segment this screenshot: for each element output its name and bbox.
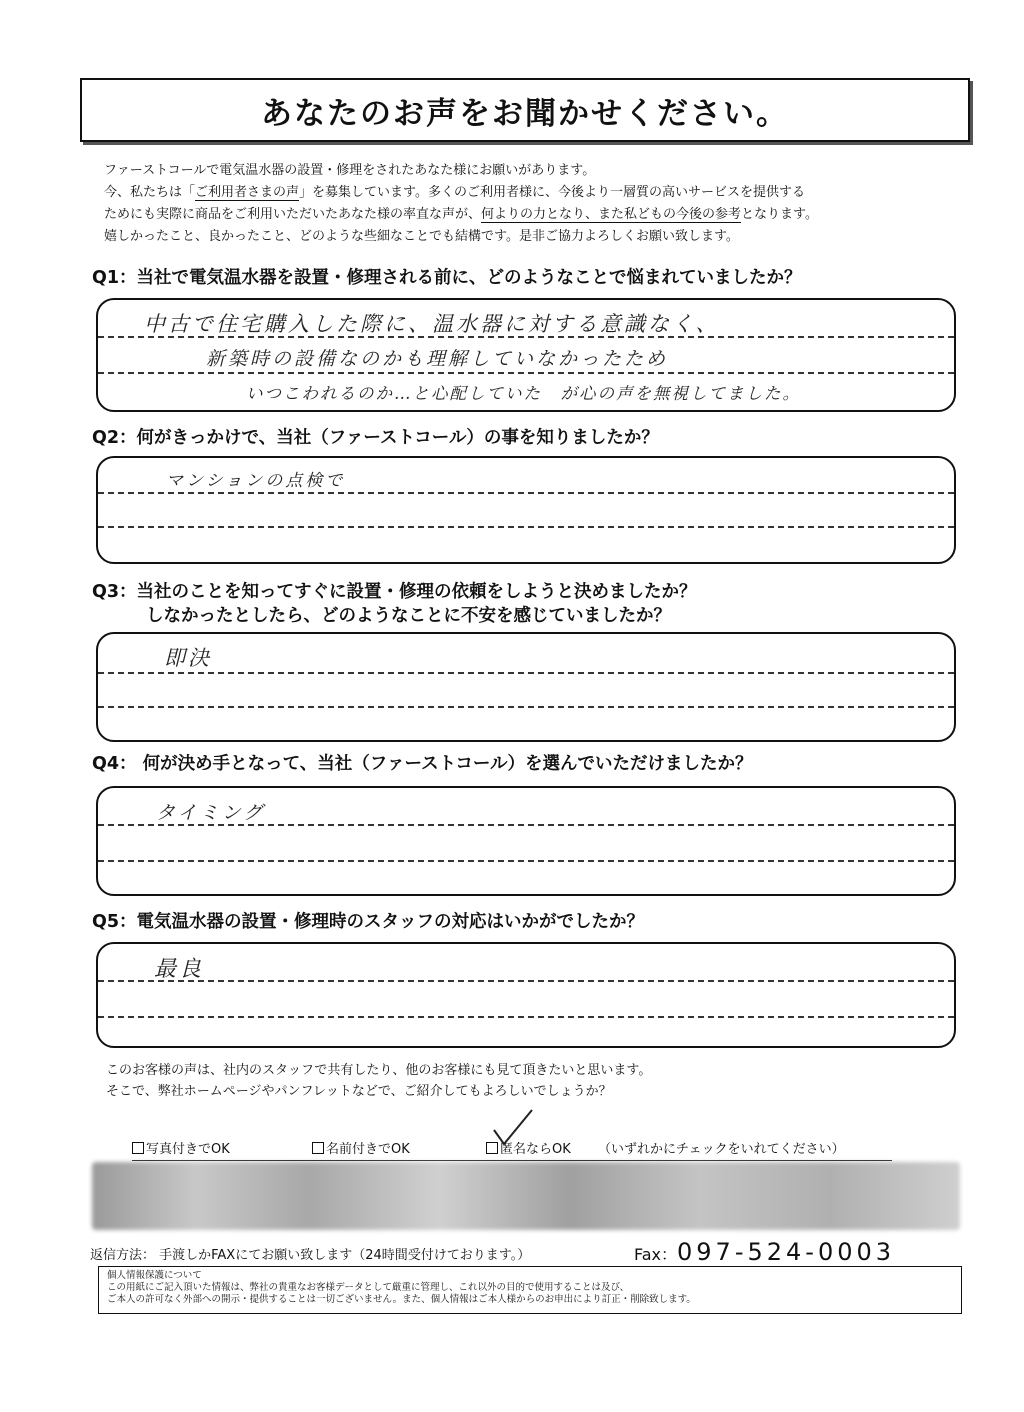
- question-2: Q2：何がきっかけで、当社（ファーストコール）の事を知りましたか？: [92, 428, 659, 448]
- answer-3-line-1: 即決: [164, 646, 212, 670]
- fax-info: [634, 1238, 895, 1266]
- redacted-customer-info: [92, 1162, 960, 1230]
- intro-underline-2: 何よりの力となり、また私どもの今後の参考: [481, 207, 742, 222]
- option-photo-label: 写真付きでOK: [146, 1142, 230, 1157]
- option-photo[interactable]: [132, 1138, 230, 1157]
- answer-box-5[interactable]: [96, 942, 956, 1048]
- question-4: Q4： 何が決め手となって、当社（ファーストコール）を選んでいただけましたか？: [92, 754, 753, 774]
- checkbox-icon[interactable]: [312, 1142, 324, 1154]
- share-note-line-2: そこで、弊社ホームページやパンフレットなどで、ご紹介してもよろしいでしょうか？: [106, 1084, 612, 1099]
- option-name[interactable]: [312, 1138, 410, 1157]
- question-3-line-2: しなかったとしたら、どのようなことに不安を感じていましたか？: [146, 606, 671, 626]
- intro-line-2a: 今、私たちは「: [104, 185, 196, 200]
- answer-box-2[interactable]: [96, 456, 956, 564]
- answer-2-line-1: マンションの点検で: [166, 471, 346, 491]
- answer-box-1[interactable]: [96, 298, 956, 412]
- question-5: Q5：電気温水器の設置・修理時のスタッフの対応はいかがでしたか？: [92, 912, 645, 932]
- share-note-line-1: このお客様の声は、社内のスタッフで共有したり、他のお客様にも見て頂きたいと思います。: [106, 1063, 652, 1078]
- answer-1-line-2: 新築時の設備なのかも理解していなかったため: [206, 348, 669, 370]
- answer-line: [98, 706, 954, 708]
- intro-line-1: ファーストコールで電気温水器の設置・修理をされたあなた様にお願いがあります。: [104, 163, 596, 178]
- title-box: [80, 78, 970, 142]
- page-title: あなたのお声をお聞かせください。: [261, 95, 789, 132]
- options-hint: （いずれかにチェックをいれてください）: [598, 1142, 845, 1157]
- answer-line: [98, 672, 954, 674]
- answer-line: [98, 1016, 954, 1018]
- fax-number: 097-524-0003: [677, 1238, 896, 1266]
- answer-line: [98, 860, 954, 862]
- privacy-line-1: この用紙にご記入頂いた情報は、弊社の貴重なお客様データとして厳重に管理し、これ以外の目的で使用することは及び、: [107, 1282, 630, 1293]
- answer-4-line-1: タイミング: [156, 802, 266, 824]
- answer-line: [98, 980, 954, 982]
- privacy-title: 個人情報保護について: [107, 1270, 202, 1281]
- intro-text: [104, 160, 964, 248]
- question-1: Q1：当社で電気温水器を設置・修理される前に、どのようなことで悩まれていましたか？: [92, 268, 802, 288]
- answer-1-line-3: いつこわれるのか…と心配していた が心の声を無視してました。: [246, 384, 801, 403]
- checkbox-icon[interactable]: [132, 1142, 144, 1154]
- option-anonymous[interactable]: [486, 1138, 571, 1157]
- option-anonymous-label: 匿名ならOK: [500, 1142, 571, 1157]
- intro-line-2: [104, 182, 964, 204]
- answer-5-line-1: 最良: [154, 957, 205, 982]
- checkbox-icon[interactable]: [486, 1142, 498, 1154]
- reply-method-text: 返信方法： 手渡しかFAXにてお願い致します（24時間受付けております。）: [90, 1248, 531, 1263]
- privacy-line-2: ご本人の許可なく外部への開示・提供することは一切ございません。また、個人情報はご本人様からのお申出により訂正・削除致します。: [107, 1294, 696, 1305]
- intro-underline-1: ご利用者さまの声: [195, 185, 300, 200]
- intro-line-3b: となります。: [741, 207, 818, 222]
- answer-line: [98, 492, 954, 494]
- reply-method: [90, 1238, 950, 1266]
- permission-options: [132, 1138, 892, 1161]
- intro-line-3a: ためにも実際に商品をご利用いただいたあなた様の率直な声が、: [104, 207, 482, 222]
- intro-line-3: [104, 204, 964, 226]
- fax-label: Fax：: [634, 1245, 678, 1264]
- privacy-notice: [98, 1266, 962, 1314]
- answer-line: [98, 526, 954, 528]
- intro-line-2b: 」を募集しています。多くのご利用者様に、今後より一層質の高いサービスを提供する: [299, 185, 805, 200]
- answer-box-3[interactable]: [96, 632, 956, 742]
- answer-1-line-1: 中古で住宅購入した際に、温水器に対する意識なく、: [144, 312, 720, 336]
- question-3-line-1: Q3：当社のことを知ってすぐに設置・修理の依頼をしようと決めましたか？: [92, 582, 697, 602]
- option-name-label: 名前付きでOK: [326, 1142, 410, 1157]
- intro-line-4: 嬉しかったこと、良かったこと、どのような些細なことでも結構です。是非ご協力よろしくお願い致します。: [104, 229, 739, 244]
- answer-line: [98, 372, 954, 374]
- answer-box-4[interactable]: [96, 786, 956, 896]
